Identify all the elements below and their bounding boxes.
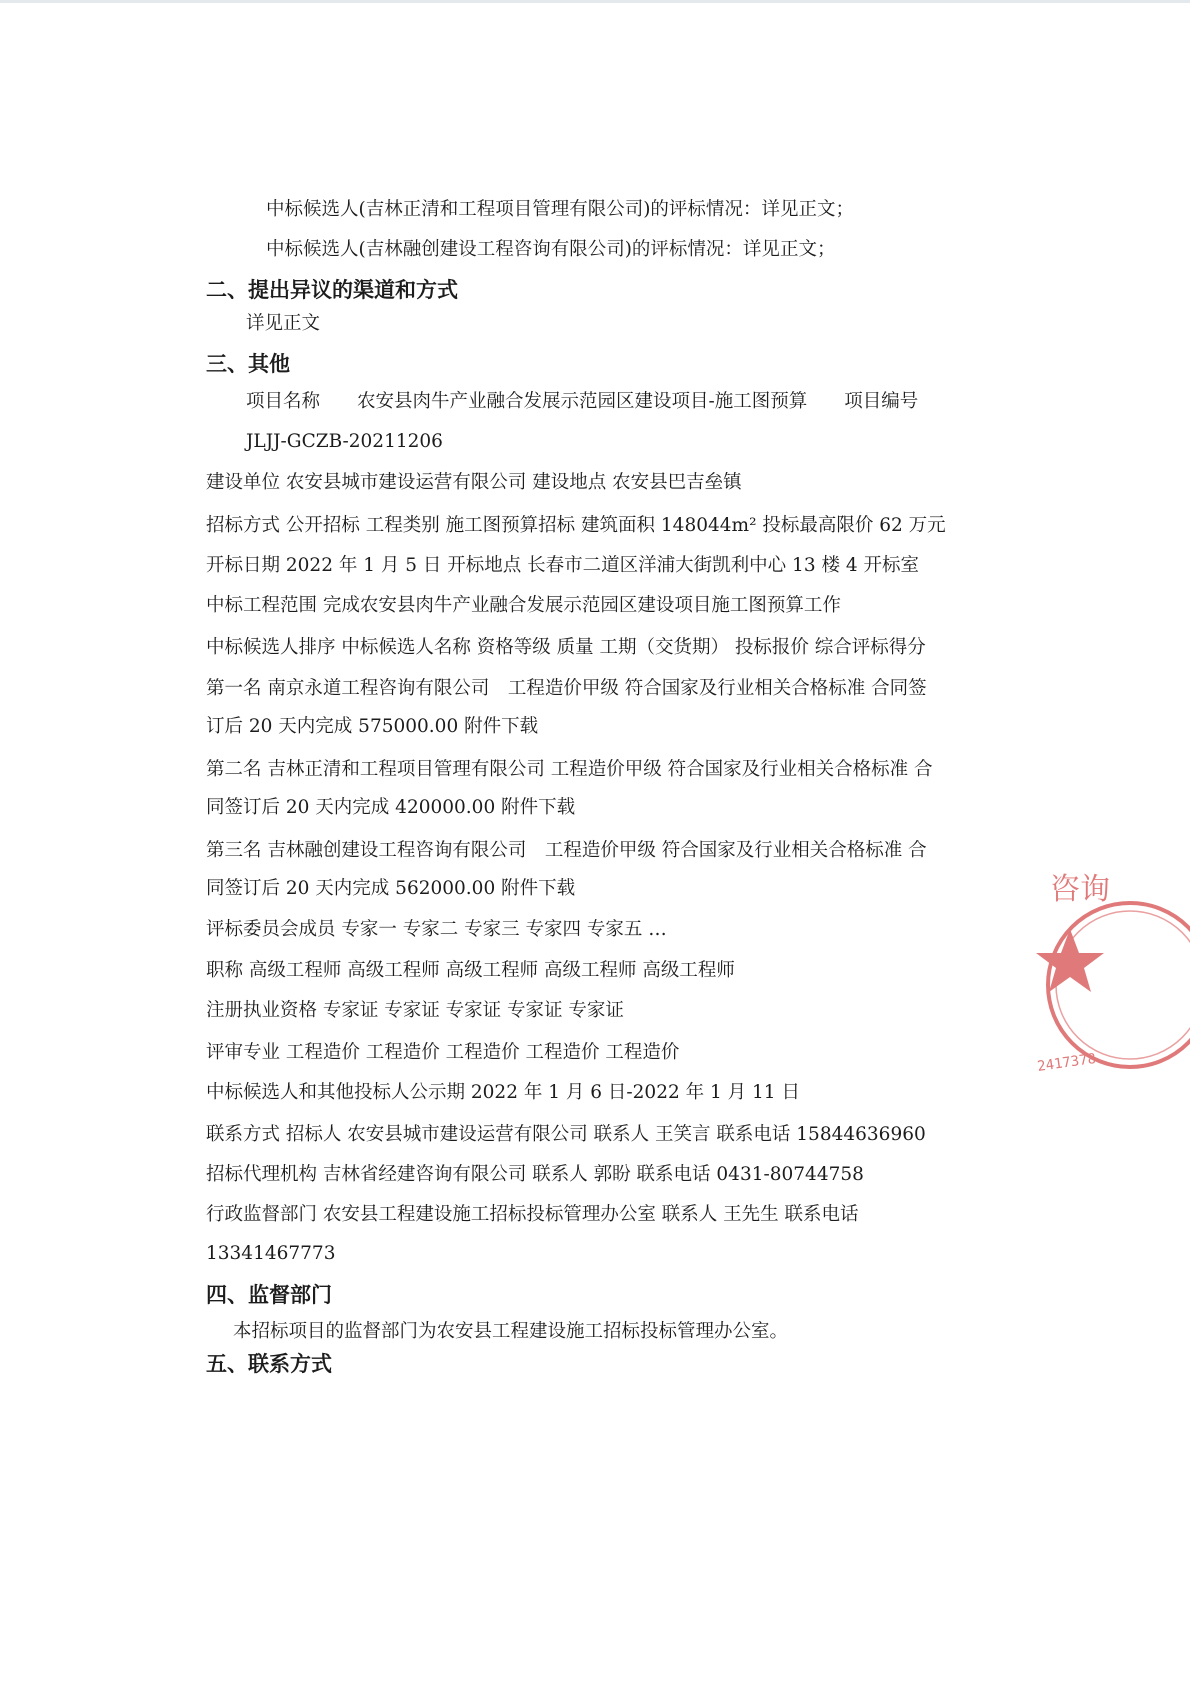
opening-date-line: 开标日期 2022 年 1 月 5 日 开标地点 长春市二道区洋浦大街凯利中心 13 楼 4 开标室 xyxy=(206,555,920,576)
project-name-line: 项目名称 农安县肉牛产业融合发展示范园区建设项目-施工图预算 项目编号 xyxy=(246,391,919,412)
section-heading-other: 三、其他 xyxy=(206,352,290,376)
candidate-3-line-a: 第三名 吉林融创建设工程咨询有限公司 工程造价甲级 符合国家及行业相关合格标准 合 xyxy=(206,840,927,861)
objection-text: 详见正文 xyxy=(246,313,321,334)
red-star-seal-icon xyxy=(1030,872,1190,1085)
scan-edge xyxy=(0,0,1190,3)
committee-members-line: 评标委员会成员 专家一 专家二 专家三 专家四 专家五 … xyxy=(206,919,667,940)
candidate-2-line-a: 第二名 吉林正清和工程项目管理有限公司 工程造价甲级 符合国家及行业相关合格标准 合 xyxy=(206,759,933,780)
contact-tenderer-line: 联系方式 招标人 农安县城市建设运营有限公司 联系人 王笑言 联系电话 15844636960 xyxy=(206,1124,926,1145)
scope-line: 中标工程范围 完成农安县肉牛产业融合发展示范园区建设项目施工图预算工作 xyxy=(206,595,841,616)
seal-text: 咨询 xyxy=(1050,872,1110,907)
tender-method-line: 招标方式 公开招标 工程类别 施工图预算招标 建筑面积 148044m² 投标最高限价 62 万元 xyxy=(206,515,946,536)
section-heading-objection: 二、提出异议的渠道和方式 xyxy=(206,278,458,302)
titles-line: 职称 高级工程师 高级工程师 高级工程师 高级工程师 高级工程师 xyxy=(206,960,735,981)
section-heading-supervision: 四、监督部门 xyxy=(206,1283,332,1307)
section-heading-contact: 五、联系方式 xyxy=(206,1352,332,1376)
candidate-header-line: 中标候选人排序 中标候选人名称 资格等级 质量 工期（交货期） 投标报价 综合评标得分 xyxy=(206,637,926,658)
contact-agency-line: 招标代理机构 吉林省经建咨询有限公司 联系人 郭盼 联系电话 0431-80744758 xyxy=(206,1164,864,1185)
contact-supervision-line: 行政监督部门 农安县工程建设施工招标投标管理办公室 联系人 王先生 联系电话 xyxy=(206,1204,859,1225)
candidate-1-line-b: 订后 20 天内完成 575000.00 附件下载 xyxy=(206,716,539,737)
construction-unit-line: 建设单位 农安县城市建设运营有限公司 建设地点 农安县巴吉垒镇 xyxy=(206,472,742,493)
evaluation-line-2: 中标候选人(吉林正清和工程项目管理有限公司)的评标情况：详见正文； xyxy=(266,199,854,220)
candidate-2-line-b: 同签订后 20 天内完成 420000.00 附件下载 xyxy=(206,797,576,818)
candidate-1-line-a: 第一名 南京永道工程咨询有限公司 工程造价甲级 符合国家及行业相关合格标准 合同签 xyxy=(206,678,927,699)
specialty-line: 评审专业 工程造价 工程造价 工程造价 工程造价 工程造价 xyxy=(206,1042,680,1063)
project-number: JLJJ-GCZB-20211206 xyxy=(246,431,443,452)
supervision-phone: 13341467773 xyxy=(206,1243,336,1264)
candidate-3-line-b: 同签订后 20 天内完成 562000.00 附件下载 xyxy=(206,878,576,899)
supervision-text: 本招标项目的监督部门为农安县工程建设施工招标投标管理办公室。 xyxy=(233,1321,789,1342)
evaluation-line-3: 中标候选人(吉林融创建设工程咨询有限公司)的评标情况：详见正文； xyxy=(266,239,836,260)
seal-code: 2417378 xyxy=(1036,1050,1097,1075)
qualification-line: 注册执业资格 专家证 专家证 专家证 专家证 专家证 xyxy=(206,1000,624,1021)
publicity-period-line: 中标候选人和其他投标人公示期 2022 年 1 月 6 日-2022 年 1 月 11 日 xyxy=(206,1082,800,1103)
